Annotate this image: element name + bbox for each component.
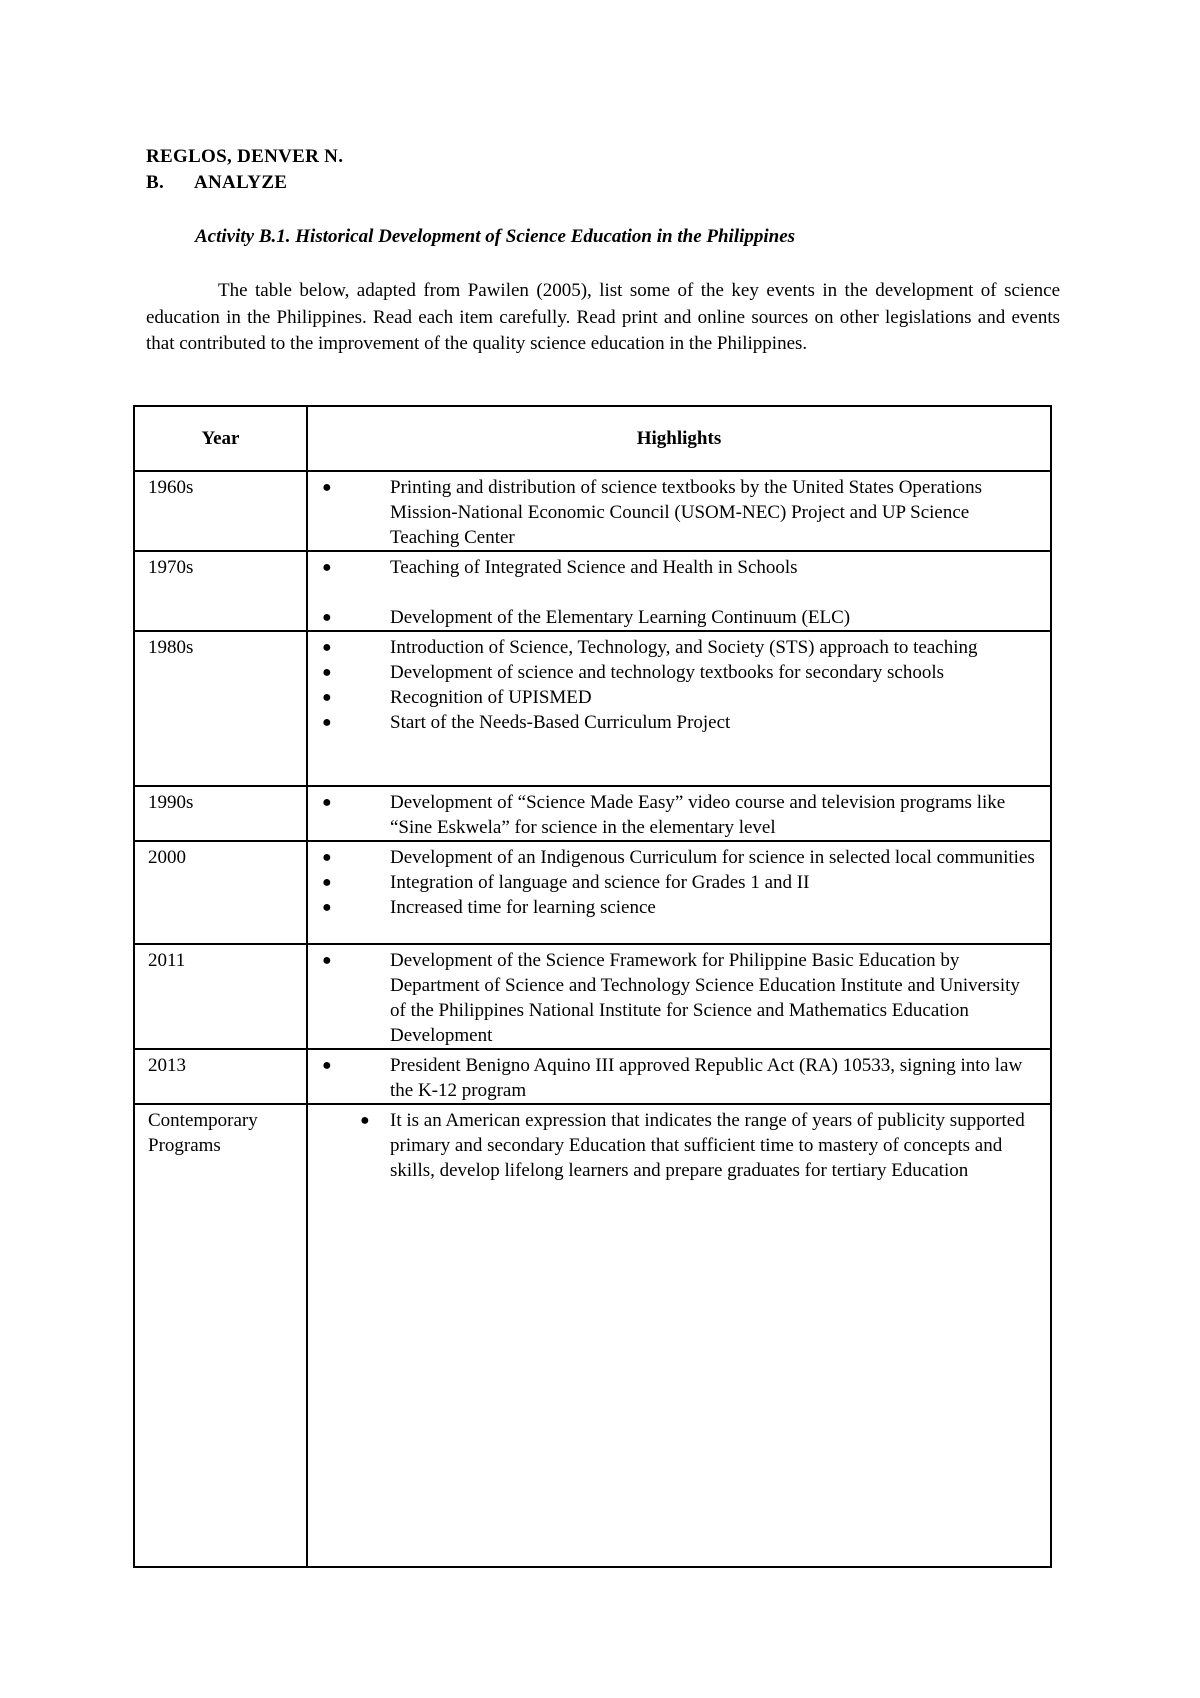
bullet-icon: ● — [322, 479, 332, 496]
highlights-cell — [307, 1104, 1051, 1567]
year-cell: 1970s — [134, 551, 307, 631]
bullet-icon: ● — [322, 609, 332, 626]
year-cell: 2000 — [134, 841, 307, 944]
table-row — [134, 551, 1051, 631]
table-row — [134, 1104, 1051, 1567]
highlights-cell — [307, 471, 1051, 551]
table-row — [134, 631, 1051, 786]
list-item: ● It is an American expression that indicates the range of years of publicity supported primary and secondary Education that sufficient time to mastery of concepts and skills, develop lifelong learners and prepare graduates for tertiary Education — [360, 1110, 1025, 1181]
list-item: ● Teaching of Integrated Science and Health in Schools — [322, 557, 798, 578]
list-item: ● Recognition of UPISMED — [322, 687, 592, 708]
list-item: ● Integration of language and science for Grades 1 and II — [322, 872, 810, 893]
list-item: ● Development of the Science Framework for Philippine Basic Education by Department of Science and Technology Science Education Institute and University of the Philippines National Institute for Science and Mathematics Education Development — [322, 950, 1020, 1046]
table-row — [134, 841, 1051, 944]
table-row — [134, 786, 1051, 841]
bullet-icon: ● — [360, 1112, 370, 1129]
list-item: ● Introduction of Science, Technology, and Society (STS) approach to teaching — [322, 637, 978, 658]
student-name: REGLOS, DENVER N. — [146, 146, 344, 167]
section-label: B. — [146, 172, 165, 193]
list-item: ● Development of an Indigenous Curriculum for science in selected local communities — [322, 847, 1035, 868]
history-table — [133, 405, 1052, 1568]
highlights-cell — [307, 631, 1051, 786]
bullet-icon: ● — [322, 714, 332, 731]
bullet-icon: ● — [322, 1057, 332, 1074]
bullet-icon: ● — [322, 874, 332, 891]
table-row — [134, 1049, 1051, 1104]
list-item: ● Development of science and technology textbooks for secondary schools — [322, 662, 945, 683]
section-heading — [146, 172, 287, 194]
table-row — [134, 471, 1051, 551]
table-header-row — [134, 406, 1051, 471]
table-row — [134, 944, 1051, 1049]
year-cell: 1990s — [134, 786, 307, 841]
year-cell: 2013 — [134, 1049, 307, 1104]
highlights-cell — [307, 786, 1051, 841]
list-item: ● Start of the Needs-Based Curriculum Project — [322, 712, 731, 733]
highlights-column-header: Highlights — [307, 406, 1051, 471]
bullet-icon: ● — [322, 689, 332, 706]
highlights-cell — [307, 551, 1051, 631]
bullet-icon: ● — [322, 559, 332, 576]
highlights-cell — [307, 944, 1051, 1049]
year-cell: 2011 — [134, 944, 307, 1049]
year-cell: 1960s — [134, 471, 307, 551]
bullet-icon: ● — [322, 664, 332, 681]
section-title: ANALYZE — [194, 172, 288, 193]
bullet-icon: ● — [322, 952, 332, 969]
list-item: ● Development of the Elementary Learning Continuum (ELC) — [322, 607, 851, 628]
list-item: ● Increased time for learning science — [322, 897, 656, 918]
year-cell: 1980s — [134, 631, 307, 786]
year-column-header: Year — [134, 406, 307, 471]
bullet-icon: ● — [322, 849, 332, 866]
list-item: ● President Benigno Aquino III approved Republic Act (RA) 10533, signing into law the K-12 program — [322, 1055, 1023, 1101]
bullet-icon: ● — [322, 639, 332, 656]
highlights-cell — [307, 1049, 1051, 1104]
year-cell: Contemporary Programs — [134, 1104, 307, 1567]
intro-paragraph — [146, 278, 1060, 358]
bullet-icon: ● — [322, 794, 332, 811]
list-item: ● Printing and distribution of science textbooks by the United States Operations Mission-National Economic Council (USOM-NEC) Project and UP Science Teaching Center — [322, 477, 983, 548]
activity-title: Activity B.1. Historical Development of Science Education in the Philippines — [195, 226, 796, 247]
list-item: ● Development of “Science Made Easy” video course and television programs like “Sine Eskwela” for science in the elementary level — [322, 792, 1006, 838]
highlights-cell — [307, 841, 1051, 944]
bullet-icon: ● — [322, 899, 332, 916]
intro-text: The table below, adapted from Pawilen (2005), list some of the key events in the development of science education in the Philippines. Read each item carefully. Read print and online sources on other legislations and events that contributed to the improvement of the quality science education in the Philippines. — [146, 280, 1060, 354]
